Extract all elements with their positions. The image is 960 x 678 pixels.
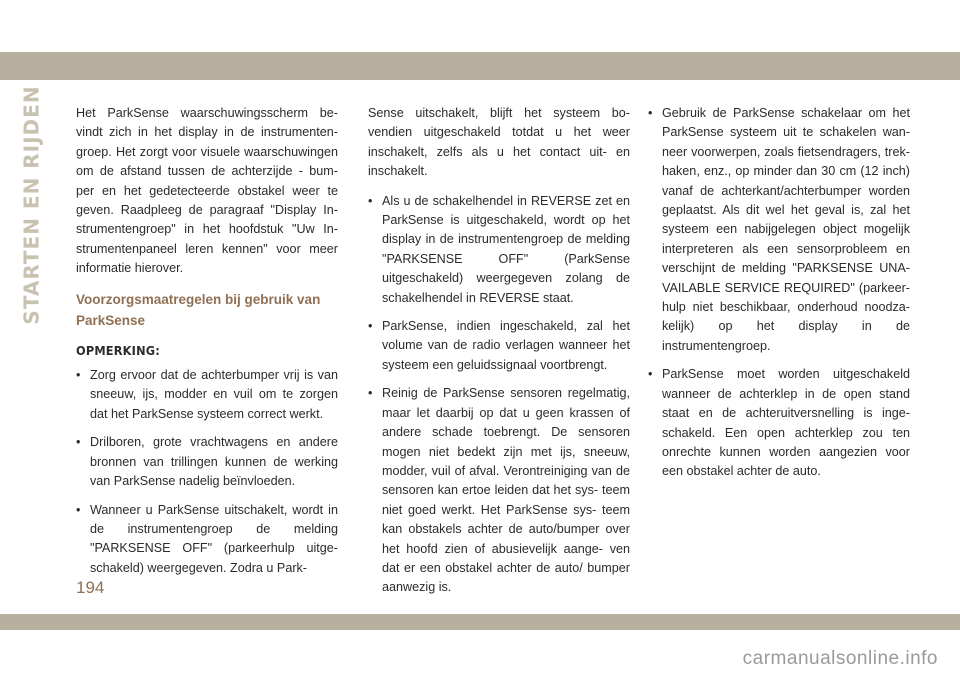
footer-band <box>0 614 960 630</box>
column-3 <box>648 104 910 491</box>
intro-paragraph: Het ParkSense waarschuwingsscherm be- vindt zich in het display in de instrumenten- groep. Het zorgt voor visuele waarschuwingen om de afstand tussen de achterzijde - bum- per en het gedetecteerde obstakel weer te geven. Raadpleeg de paragraaf "Display In- strumentengroep" in het hoofdstuk "Uw In- strumentenpaneel leren kennen" voor meer informatie hierover. <box>76 106 338 276</box>
column-2 <box>368 104 630 607</box>
continuation-paragraph: Sense uitschakelt, blijft het systeem bo- vendien uitgeschakeld totdat u het weer inschakelt, zelfs als u het contact uit- en inschakelt. <box>368 106 630 179</box>
note-list <box>76 366 338 578</box>
watermark: carmanualsonline.info <box>742 648 938 669</box>
note-label: OPMERKING: <box>76 342 160 358</box>
note-list <box>368 192 630 598</box>
section-side-title <box>14 85 50 325</box>
list-item: • Als u de schakelhendel in REVERSE zet en ParkSense is uitgeschakeld, wordt op het display in de instrumentengroep de melding "PARKSENSE OFF" (ParkSense uitgeschakeld) weergegeven zolang de schakelhendel in REVERSE staat. <box>368 192 630 308</box>
section-title-text: STARTEN EN RIJDEN <box>20 85 45 325</box>
column-1 <box>76 104 338 587</box>
list-item: • ParkSense, indien ingeschakeld, zal het volume van de radio verlagen wanneer het systeem een geluidssignaal voortbrengt. <box>368 317 630 375</box>
header-band <box>0 52 960 80</box>
list-item: • Drilboren, grote vrachtwagens en andere bronnen van trillingen kunnen de werking van ParkSense nadelig beïnvloeden. <box>76 433 338 491</box>
page-number: 194 <box>76 578 105 597</box>
list-item: • Wanneer u ParkSense uitschakelt, wordt in de instrumentengroep de melding "PARKSENSE OFF" (parkeerhulp uitge- schakeld) weergegeven. Zodra u Park- <box>76 501 338 579</box>
list-item: • ParkSense moet worden uitgeschakeld wanneer de achterklep in de open stand staat en de achteruitversnelling is inge- schakeld. Een open achterklep zou ten onrechte kunnen worden aangezien voor een obstakel achter de auto. <box>648 365 910 481</box>
list-item: • Reinig de ParkSense sensoren regelmatig, maar let daarbij op dat u geen krassen of andere schade toebrengt. De sensoren mogen niet bedekt zijn met ijs, sneeuw, modder, vuil of afval. Verontreiniging van de sensoren kan ertoe leiden dat het sys- teem niet goed werkt. Het ParkSense sys- teem kan obstakels achter de auto/bumper over het hoofd zien of abusievelijk aange- ven dat er een obstakel achter de auto/ bumper aanwezig is. <box>368 384 630 597</box>
note-list <box>648 104 910 482</box>
list-item: • Gebruik de ParkSense schakelaar om het ParkSense systeem uit te schakelen wan- neer voorwerpen, zoals fietsendragers, trek- haken, enz., op minder dan 30 cm (12 inch) vanaf de achterkant/achterbumper worden geplaatst. Als dit wel het geval is, zal het systeem een nabijgelegen object mogelijk interpreteren als een sensorprobleem en verschijnt de melding "PARKSENSE UNA- VAILABLE SERVICE REQUIRED" (parkeer- hulp niet beschikbaar, onderhoud noodza- kelijk) op het display in de instrumentengroep. <box>648 104 910 356</box>
list-item: • Zorg ervoor dat de achterbumper vrij is van sneeuw, ijs, modder en vuil om te zorgen dat het ParkSense systeem correct werkt. <box>76 366 338 424</box>
section-heading: Voorzorgsmaatregelen bij gebruik van ParkSense <box>76 291 321 328</box>
